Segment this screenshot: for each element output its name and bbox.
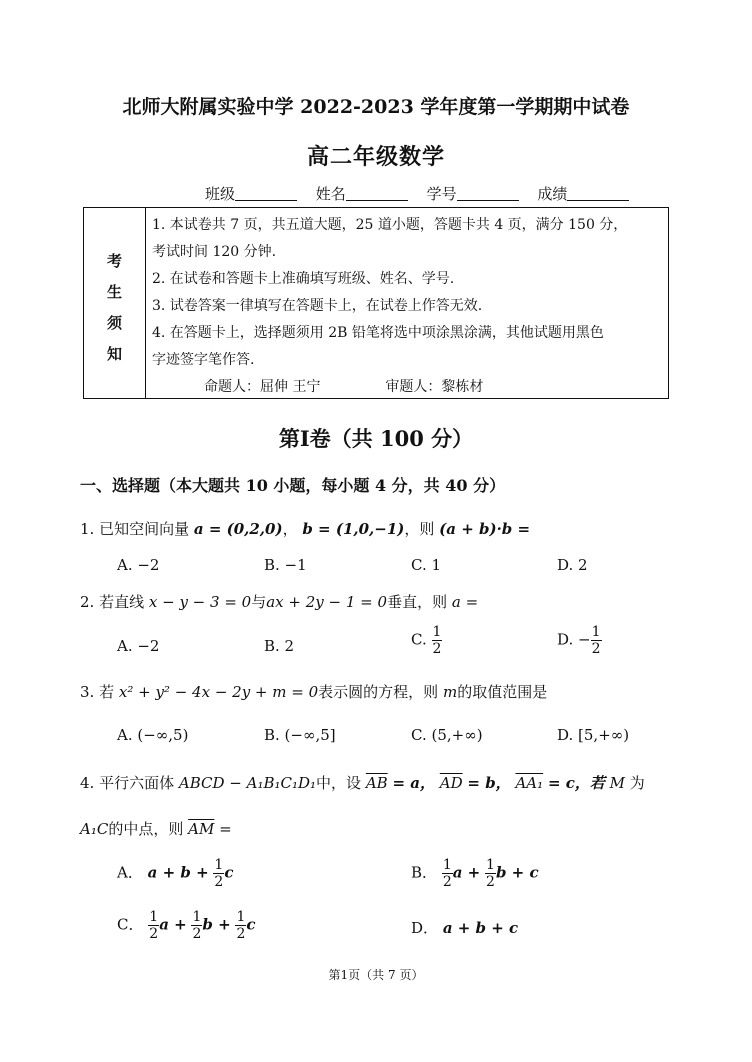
q4-option-b: B． $\frac{1}{2}$ a + $\frac{1}{2}$ b + c (411, 857, 539, 890)
q4-target-vector: $\overline{AM}$ (188, 820, 215, 838)
setter-label: 命题人：屈伸 王宁 (204, 379, 321, 395)
notice-line: 2. 在试卷和答题卡上准确填写班级、姓名、学号. (152, 271, 455, 287)
field-class-blank (235, 186, 297, 201)
q2-line2-equation: ax + 2y − 1 = 0 (266, 593, 388, 611)
q3-option-d: D. [5,+∞) (557, 726, 630, 744)
question-3-stem (80, 681, 547, 702)
q4-stem-pre: 4. 平行六面体 (80, 774, 175, 792)
notice-label-char: 考 (106, 252, 122, 270)
page-footer: 第1页（共 7 页） (328, 968, 424, 982)
notice-label-char: 生 (106, 283, 122, 301)
q1-stem-post: ，则 (404, 520, 435, 538)
notice-label-column (84, 208, 146, 398)
q4-stem-mid2: 的中点，则 (108, 820, 184, 838)
q3-variable: m (442, 683, 458, 701)
notice-line: 4. 在答题卡上，选择题须用 2B 铅笔将选中项涂黑涂满，其他试题用黑色 (152, 325, 604, 341)
question-4-stem-line2 (80, 818, 232, 839)
q4-option-a: A． a + b + $\frac{1}{2}$ c (117, 857, 234, 890)
q3-option-b: B. (−∞,5] (264, 726, 336, 744)
q2-stem-mid: 与 (251, 593, 267, 611)
notice-signers (152, 374, 662, 401)
field-class-label: 班级 (205, 185, 236, 203)
notice-label-char: 知 (106, 345, 122, 363)
q1-expression: (a + b)·b = (439, 520, 531, 538)
school-title: 北师大附属实验中学 2022-2023 学年度第一学期期中试卷 (122, 96, 630, 118)
q2-option-d-label: D. (557, 630, 574, 649)
q2-option-d-fraction: $\frac{1}{2}$ (591, 624, 601, 657)
q1-option-a: A. −2 (117, 556, 160, 574)
q3-stem-pre: 3. 若 (80, 683, 115, 701)
q4-point-m: M (609, 774, 626, 792)
notice-label-char: 须 (106, 314, 122, 332)
q1-option-c: C. 1 (411, 556, 442, 574)
subject-title: 高二年级数学 (306, 144, 445, 170)
q4-vector-ad-eq: = b， (467, 774, 511, 792)
field-id-label: 学号 (426, 185, 457, 203)
q4-segment-a1c: A₁C (80, 820, 109, 838)
q4-equals: = (219, 820, 232, 838)
q3-option-a: A. (−∞,5) (117, 726, 189, 744)
q4-stem-mid: 中，设 (316, 774, 362, 792)
notice-line: 3. 试卷答案一律填写在答题卡上，在试卷上作答无效. (152, 298, 483, 314)
q1-option-d: D. 2 (557, 556, 588, 574)
section-title: 第Ⅰ卷（共 100 分） (278, 426, 474, 451)
q4-vector-aa1-eq: = c，若 (547, 774, 605, 792)
notice-line: 考试时间 120 分钟. (152, 244, 277, 260)
q3-stem-mid: 表示圆的方程，则 (318, 683, 439, 701)
notice-text (152, 208, 662, 401)
q1-vector-a: a = (0,2,0) (193, 520, 283, 538)
q3-circle-equation: x² + y² − 4x − 2y + m = 0 (118, 683, 319, 701)
notice-line: 字迹签字笔作答. (152, 352, 255, 368)
q4-vector-ab-eq: = a， (392, 774, 435, 792)
q2-stem-post: 垂直，则 (387, 593, 448, 611)
q4-option-c: C． $\frac{1}{2}$ a + $\frac{1}{2}$ b + $\frac{1}{2}$ c (117, 909, 256, 942)
q4-option-d: D． a + b + c (411, 919, 519, 937)
q2-option-d (557, 624, 602, 657)
q2-option-a: A. −2 (117, 637, 160, 655)
q1-stem-pre: 1. 已知空间向量 (80, 520, 190, 538)
q1-option-b: B. −1 (264, 556, 307, 574)
q2-variable: a = (451, 593, 479, 611)
field-id-blank (457, 186, 519, 201)
q4-stem-post: 为 (629, 774, 645, 792)
q4-solid-name: ABCD − A₁B₁C₁D₁ (178, 774, 317, 792)
q4-vector-ad: $\overline{AD}$ (439, 774, 463, 792)
field-name-blank (346, 186, 408, 201)
question-1-stem: 1. 已知空间向量 a = (0,2,0)， b = (1,0,−1)，则 (a + b)·b = (80, 520, 531, 538)
q2-line1-equation: x − y − 3 = 0 (148, 593, 252, 611)
q1-vector-b: b = (1,0,−1) (302, 520, 405, 538)
question-4-stem-line1 (80, 772, 645, 793)
exam-notice-box (83, 207, 669, 399)
reviewer-label: 审题人：黎栋材 (385, 379, 484, 395)
q4-vector-aa1: AA₁ (515, 774, 544, 792)
q3-stem-post: 的取值范围是 (457, 683, 548, 701)
notice-line: 1. 本试卷共 7 页，共五道大题，25 道小题，答题卡共 4 页，满分 150 分， (152, 217, 628, 233)
q2-option-c-fraction: $\frac{1}{2}$ (432, 624, 442, 657)
q2-stem-pre: 2. 若直线 (80, 593, 145, 611)
q2-option-b: B. 2 (264, 637, 295, 655)
field-score-label: 成绩 (537, 185, 568, 203)
part-title: 一、选择题（本大题共 10 小题，每小题 4 分，共 40 分） (80, 476, 506, 495)
field-name-label: 姓名 (315, 185, 346, 203)
question-2-stem (80, 591, 478, 612)
field-score-blank (567, 186, 629, 201)
q3-option-c: C. (5,+∞) (411, 726, 483, 744)
student-info-row (205, 183, 643, 204)
q2-option-c (411, 624, 442, 657)
q4-vector-ab: $\overline{AB}$ (365, 774, 388, 792)
q2-option-d-sign: − (578, 630, 591, 649)
q2-option-c-label: C. (411, 630, 427, 649)
